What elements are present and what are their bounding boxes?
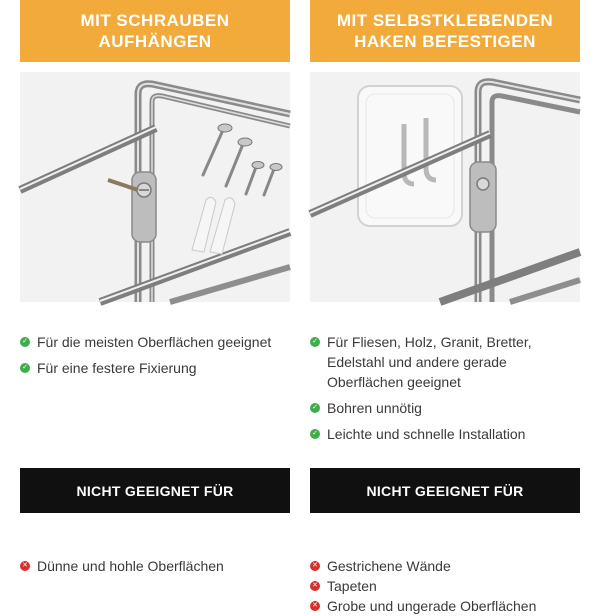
- left-banner-line-2: AUFHÄNGEN: [98, 32, 212, 51]
- list-item: ✓ Bohren unnötig: [310, 398, 580, 418]
- screw-mount-photo: [20, 72, 290, 302]
- cross-icon: ✕: [20, 561, 30, 571]
- right-banner-line-1: MIT SELBSTKLEBENDEN: [336, 11, 554, 30]
- adhesive-hook-photo: [310, 72, 580, 302]
- check-icon: ✓: [20, 363, 30, 373]
- check-icon: ✓: [310, 403, 320, 413]
- left-not-suitable-header: NICHT GEEIGNET FÜR: [20, 468, 290, 513]
- list-item: ✓ Für eine festere Fixierung: [20, 358, 290, 378]
- left-banner: [20, 0, 290, 62]
- check-icon: ✓: [20, 337, 30, 347]
- left-column: [20, 0, 290, 384]
- check-icon: ✓: [310, 337, 320, 347]
- adhesive-hook-illustration: [310, 72, 580, 302]
- cross-icon: ✕: [310, 581, 320, 591]
- list-item: ✕ Tapeten: [310, 576, 580, 596]
- list-item: ✕ Grobe und ungerade Oberflächen: [310, 596, 580, 616]
- right-feature-list: [310, 332, 580, 444]
- left-feature-list: [20, 332, 290, 378]
- right-not-suitable-list: [310, 556, 580, 616]
- list-item: ✓ Für die meisten Oberflächen geeignet: [20, 332, 290, 352]
- right-banner: [310, 0, 580, 62]
- right-not-suitable-header: NICHT GEEIGNET FÜR: [310, 468, 580, 513]
- cross-icon: ✕: [310, 601, 320, 611]
- list-item: ✕ Gestrichene Wände: [310, 556, 580, 576]
- cross-icon: ✕: [310, 561, 320, 571]
- list-item: ✕ Dünne und hohle Oberflächen: [20, 556, 290, 576]
- list-item: ✓ Leichte und schnelle Installation: [310, 424, 580, 444]
- check-icon: ✓: [310, 429, 320, 439]
- screw-mount-illustration: [20, 72, 290, 302]
- list-item: ✓ Für Fliesen, Holz, Granit, Bretter, Edelstahl und andere gerade Oberflächen geeignet: [310, 332, 580, 392]
- right-column: [310, 0, 580, 450]
- left-not-suitable-list: [20, 556, 290, 576]
- left-banner-line-1: MIT SCHRAUBEN: [80, 11, 230, 30]
- right-banner-line-2: HAKEN BEFESTIGEN: [354, 32, 536, 51]
